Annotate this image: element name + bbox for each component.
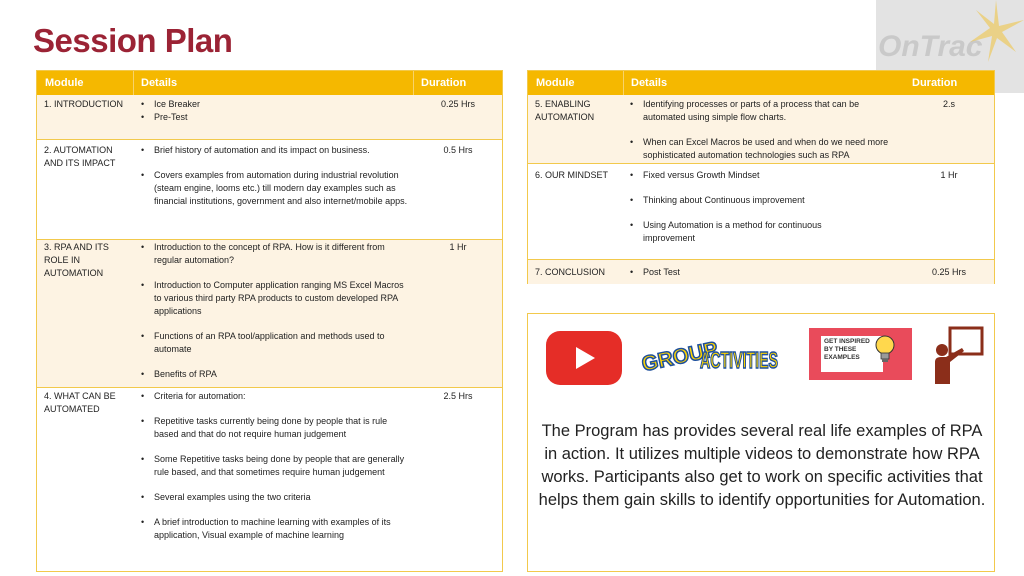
duration-value: 1 Hr	[940, 170, 958, 180]
details-cell	[140, 390, 410, 542]
table-header	[37, 71, 502, 95]
details-cell	[629, 169, 869, 245]
detail-item: • Introduction to Computer application ranging MS Excel Macros to various third party RPA products to custom developed RPA applications	[140, 279, 410, 318]
module-name: 5. ENABLING AUTOMATION	[535, 99, 595, 122]
details-cell	[140, 98, 410, 124]
module-name: 3. RPA AND ITS ROLE IN AUTOMATION	[44, 242, 109, 278]
duration-value: 2.s	[942, 99, 955, 109]
detail-item: • Ice Breaker	[140, 98, 410, 111]
page-title: Session Plan	[33, 22, 233, 59]
table-row	[535, 98, 620, 124]
module-name: 1. INTRODUCTION	[44, 99, 124, 109]
youtube-icon	[546, 331, 622, 385]
module-name: 2. AUTOMATION AND ITS IMPACT	[44, 145, 116, 168]
right-session-table	[527, 70, 995, 284]
detail-item: • Pre-Test	[140, 111, 410, 124]
detail-item: • Fixed versus Growth Mindset	[629, 169, 869, 182]
duration-value: 0.25 Hrs	[931, 267, 966, 277]
header-module: Module	[45, 77, 84, 89]
detail-item: • Several examples using the two criteria	[140, 491, 410, 504]
table-row	[44, 144, 130, 170]
details-cell	[629, 98, 901, 162]
header-module: Module	[536, 77, 575, 89]
detail-item: • Functions of an RPA tool/application and methods used to automate	[140, 330, 410, 356]
detail-item: • Thinking about Continuous improvement	[629, 194, 869, 207]
detail-item: • Repetitive tasks currently being done by people that is rule based and that do not require human judgement	[140, 415, 410, 441]
table-row	[535, 169, 620, 182]
table-row	[535, 266, 620, 279]
group-text: GROUP	[639, 337, 720, 377]
duration-value: 1 Hr	[449, 242, 467, 252]
presenter-icon	[932, 326, 984, 384]
detail-item: • Criteria for automation:	[140, 390, 410, 403]
detail-item: • A brief introduction to machine learning with examples of its application, Visual example of machine learning	[140, 516, 410, 542]
header-details: Details	[141, 77, 178, 89]
detail-item: • When can Excel Macros be used and when do we need more sophisticated automation technologies such as RPA	[629, 136, 901, 162]
group-activities-icon	[638, 328, 720, 377]
activities-icon	[698, 336, 780, 374]
table-row	[44, 98, 130, 111]
program-description: The Program has provides several real life examples of RPA in action. It utilizes multiple videos to demonstrate how RPA works. Participants also get to work on specific activities that helps them gain skills to identify opportunities for Automation.	[538, 422, 986, 509]
detail-item: • Introduction to the concept of RPA. How is it different from regular automation?	[140, 241, 410, 267]
star-burst-icon	[966, 0, 1024, 70]
duration-value: 0.5 Hrs	[443, 145, 473, 155]
table-header	[528, 71, 994, 95]
module-name: 4. WHAT CAN BE AUTOMATED	[44, 391, 116, 414]
table-row	[44, 241, 124, 280]
detail-item: • Benefits of RPA	[140, 368, 410, 381]
details-cell	[140, 144, 410, 208]
details-cell	[140, 241, 410, 381]
inspired-text: GET INSPIRED BY THESE EXAMPLES	[821, 336, 883, 372]
header-duration: Duration	[421, 77, 467, 89]
header-duration: Duration	[912, 77, 958, 89]
duration-value: 0.25 Hrs	[440, 99, 475, 109]
details-cell	[629, 266, 869, 279]
inspired-examples-icon	[809, 328, 912, 380]
detail-item: • Covers examples from automation during industrial revolution (steam engine, looms etc.) till modern day examples such as financial institutions, government and also internet/mobile apps.	[140, 169, 410, 208]
detail-item: • Using Automation is a method for continuous improvement	[629, 219, 869, 245]
detail-item: • Post Test	[629, 266, 869, 279]
module-name: 7. CONCLUSION	[535, 267, 606, 277]
detail-item: • Brief history of automation and its impact on business.	[140, 144, 410, 157]
program-description-panel	[527, 313, 995, 572]
module-name: 6. OUR MINDSET	[535, 170, 609, 180]
left-session-table	[36, 70, 503, 572]
detail-item: • Identifying processes or parts of a process that can be automated using simple flow charts.	[629, 98, 901, 124]
activities-text: ACTIVITIES	[700, 347, 778, 373]
lightbulb-icon	[873, 334, 897, 364]
logo-text: OnTrac	[878, 30, 983, 63]
duration-value: 2.5 Hrs	[443, 391, 473, 401]
detail-item: • Some Repetitive tasks being done by people that are generally rule based, and that sometimes require human judgement	[140, 453, 410, 479]
table-row	[44, 390, 130, 416]
header-details: Details	[631, 77, 668, 89]
